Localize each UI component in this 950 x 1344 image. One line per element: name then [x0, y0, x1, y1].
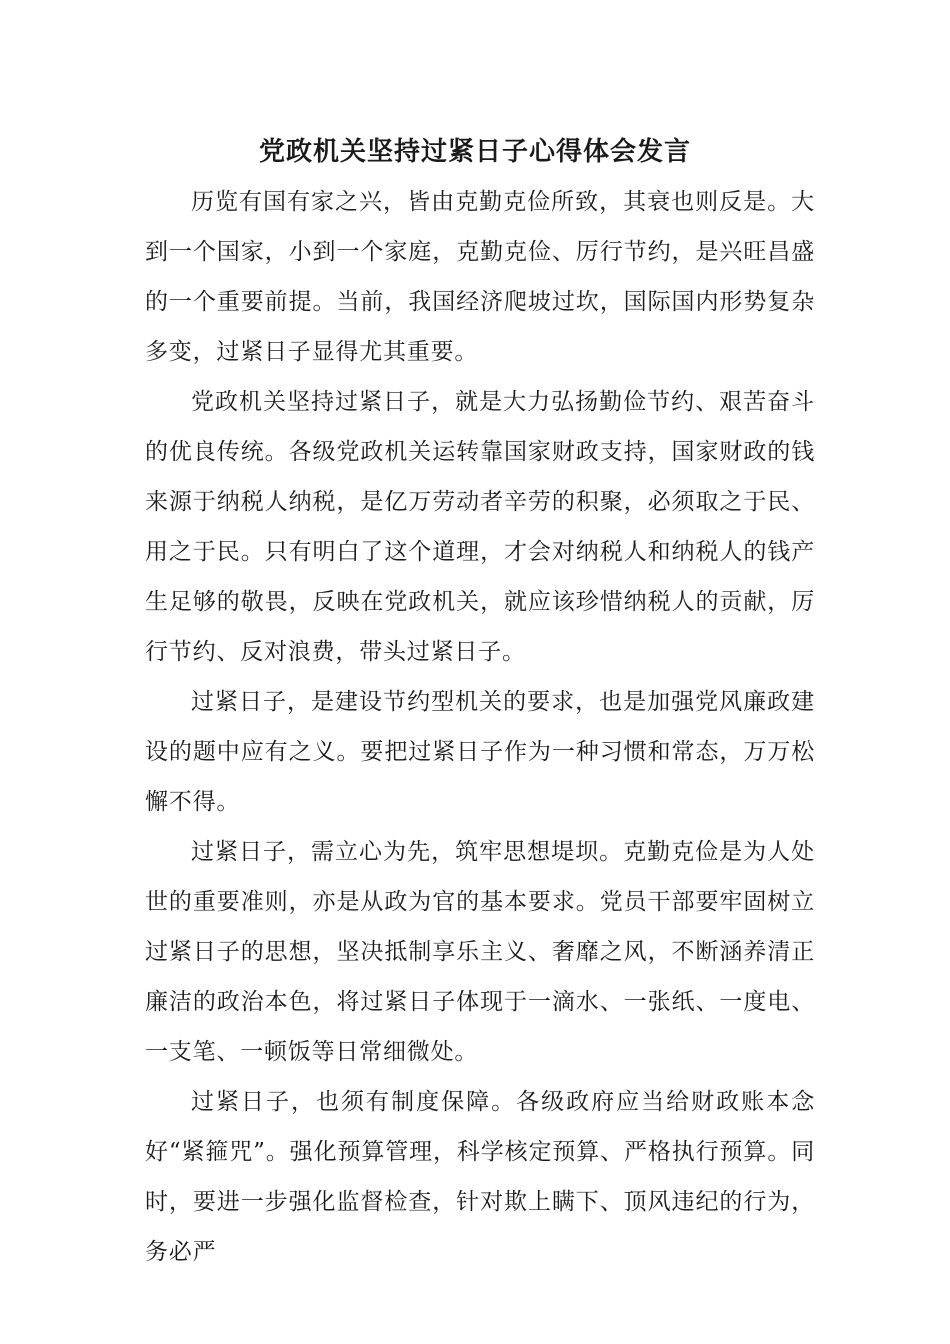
paragraph: 历览有国有家之兴，皆由克勤克俭所致，其衰也则反是。大到一个国家，小到一个家庭，克勤克俭、厉行节约，是兴旺昌盛的一个重要前提。当前，我国经济爬坡过坎，国际国内形势复杂多变，过紧日子显得尤其重要。 — [145, 189, 815, 365]
paragraph: 过紧日子，也须有制度保障。各级政府应当给财政账本念好“紧箍咒”。强化预算管理，科学核定预算、严格执行预算。同时，要进一步强化监督检查，针对欺上瞒下、顶风违纪的行为，务必严 — [145, 1089, 815, 1265]
document-title: 党政机关坚持过紧日子心得体会发言 — [258, 137, 691, 167]
paragraph: 党政机关坚持过紧日子，就是大力弘扬勤俭节约、艰苦奋斗的优良传统。各级党政机关运转靠国家财政支持，国家财政的钱来源于纳税人纳税，是亿万劳动者辛劳的积聚，必须取之于民、用之于民。只有明白了这个道理，才会对纳税人和纳税人的钱产生足够的敬畏，反映在党政机关，就应该珍惜纳税人的贡献，厉行节约、反对浪费，带头过紧日子。 — [145, 389, 815, 665]
paragraph: 过紧日子，需立心为先，筑牢思想堤坝。克勤克俭是为人处世的重要准则，亦是从政为官的基本要求。党员干部要牢固树立过紧日子的思想，坚决抵制享乐主义、奢靡之风，不断涵养清正廉洁的政治本色，将过紧日子体现于一滴水、一张纸、一度电、一支笔、一顿饭等日常细微处。 — [145, 839, 815, 1065]
document-body — [145, 177, 815, 1277]
paragraph: 过紧日子，是建设节约型机关的要求，也是加强党风廉政建设的题中应有之义。要把过紧日子作为一种习惯和常态，万万松懈不得。 — [145, 689, 815, 815]
